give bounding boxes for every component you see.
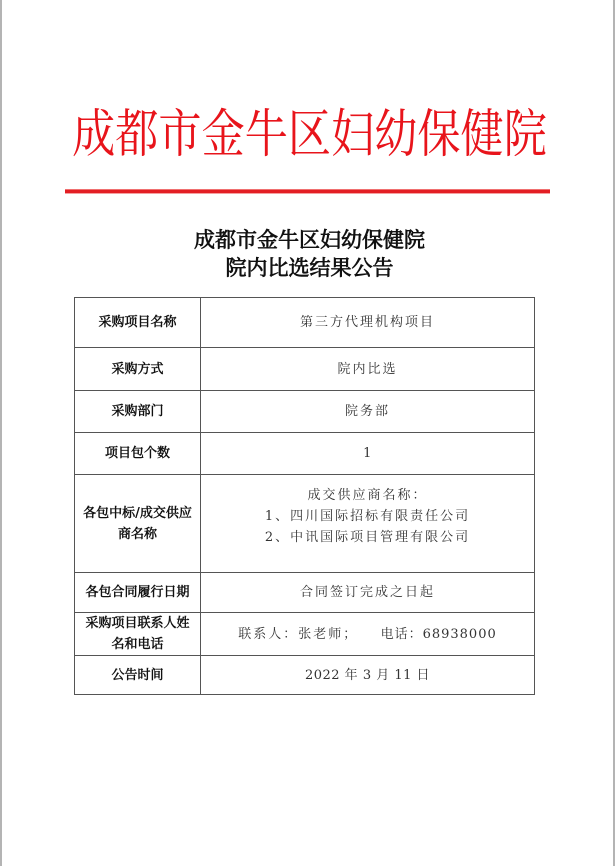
contact-person: 联系人：张老师；	[238, 626, 359, 642]
value-procurement-method: 院内比选	[201, 348, 535, 391]
value-contract-date: 合同签订完成之日起	[201, 573, 535, 613]
value-winning-suppliers	[201, 475, 535, 573]
label-department: 采购部门	[75, 391, 201, 433]
label-line: 采购项目联系人姓	[85, 616, 190, 631]
contact-phone: 电话：68938000	[380, 626, 497, 642]
label-line: 商名称	[117, 526, 157, 542]
value-package-count: 1	[201, 433, 535, 475]
red-divider-rule	[65, 189, 550, 194]
supplier-item: 1、四川国际招标有限责任公司	[264, 509, 471, 524]
announcement-title	[2, 226, 615, 282]
label-announcement-date: 公告时间	[75, 656, 201, 695]
supplier-heading: 成交供应商名称：	[307, 488, 428, 503]
title-line-org: 成都市金牛区妇幼保健院	[194, 227, 425, 252]
table-row-procurement-method	[75, 348, 535, 391]
table-row-contact	[75, 613, 535, 656]
masthead-title: 成都市金牛区妇幼保健院	[72, 105, 547, 165]
table-row-package-count	[75, 433, 535, 475]
value-contact	[201, 613, 535, 656]
procurement-result-table	[74, 297, 535, 695]
table-row-department	[75, 391, 535, 433]
value-project-name: 第三方代理机构项目	[201, 298, 535, 348]
value-announcement-date: 2022 年 3 月 11 日	[201, 656, 535, 695]
value-department: 院务部	[201, 391, 535, 433]
title-line-subject: 院内比选结果公告	[225, 255, 394, 280]
label-contract-date: 各包合同履行日期	[75, 573, 201, 613]
label-contact	[75, 613, 201, 656]
label-line: 各包中标/成交供应	[83, 505, 192, 521]
label-package-count: 项目包个数	[75, 433, 201, 475]
label-project-name: 采购项目名称	[75, 298, 201, 348]
label-procurement-method: 采购方式	[75, 348, 201, 391]
table-row-winning-suppliers	[75, 475, 535, 573]
table-row-contract-date	[75, 573, 535, 613]
table-row-announcement-date	[75, 656, 535, 695]
supplier-item: 2、中讯国际项目管理有限公司	[264, 530, 471, 545]
supplier-list	[265, 485, 470, 548]
label-line: 名和电话	[111, 637, 164, 652]
label-winning-suppliers	[75, 475, 201, 573]
table-row-project-name	[75, 298, 535, 348]
